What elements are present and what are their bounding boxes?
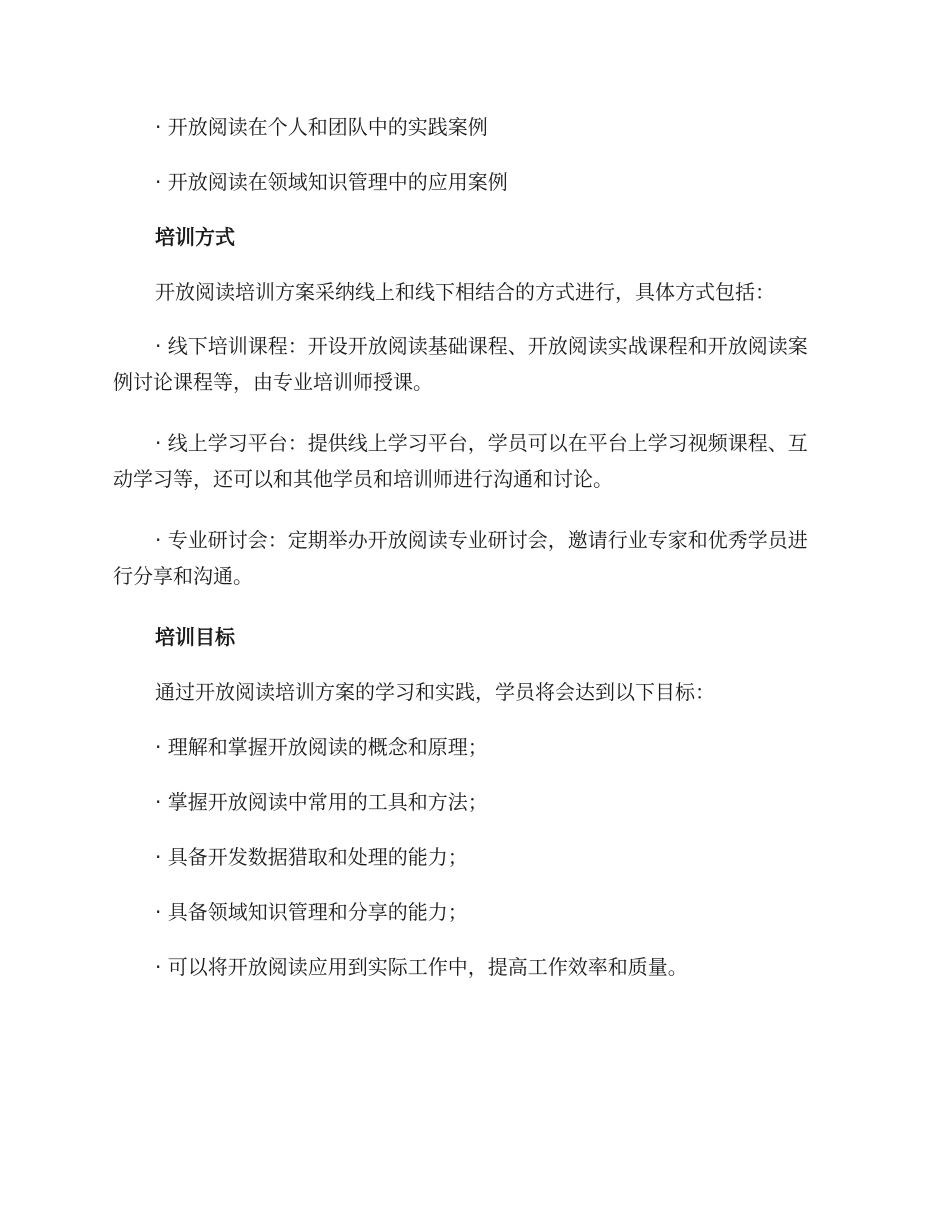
method-item-seminar: · 专业研讨会：定期举办开放阅读专业研讨会，邀请行业专家和优秀学员进行分享和沟通。: [113, 528, 808, 588]
section-intro-goals: 通过开放阅读培训方案的学习和实践，学员将会达到以下目标：: [155, 680, 715, 704]
method-item-offline: · 线下培训课程：开设开放阅读基础课程、开放阅读实战课程和开放阅读案例讨论课程等，由专业培训师授课。: [113, 334, 808, 394]
bullet-item: · 开放阅读在领域知识管理中的应用案例: [155, 170, 508, 194]
section-heading-goals: 培训目标: [155, 625, 235, 649]
goal-item: · 具备领域知识管理和分享的能力；: [155, 900, 468, 924]
goal-item: · 可以将开放阅读应用到实际工作中，提高工作效率和质量。: [155, 955, 688, 979]
goal-item: · 理解和掌握开放阅读的概念和原理；: [155, 735, 488, 759]
section-intro-method: 开放阅读培训方案采纳线上和线下相结合的方式进行，具体方式包括：: [155, 280, 775, 304]
bullet-item: · 开放阅读在个人和团队中的实践案例: [155, 115, 488, 139]
goal-item: · 掌握开放阅读中常用的工具和方法；: [155, 790, 488, 814]
goal-item: · 具备开发数据猎取和处理的能力；: [155, 845, 468, 869]
section-heading-method: 培训方式: [155, 225, 235, 249]
method-item-online: · 线上学习平台：提供线上学习平台，学员可以在平台上学习视频课程、互动学习等，还可以和其他学员和培训师进行沟通和讨论。: [113, 431, 808, 491]
